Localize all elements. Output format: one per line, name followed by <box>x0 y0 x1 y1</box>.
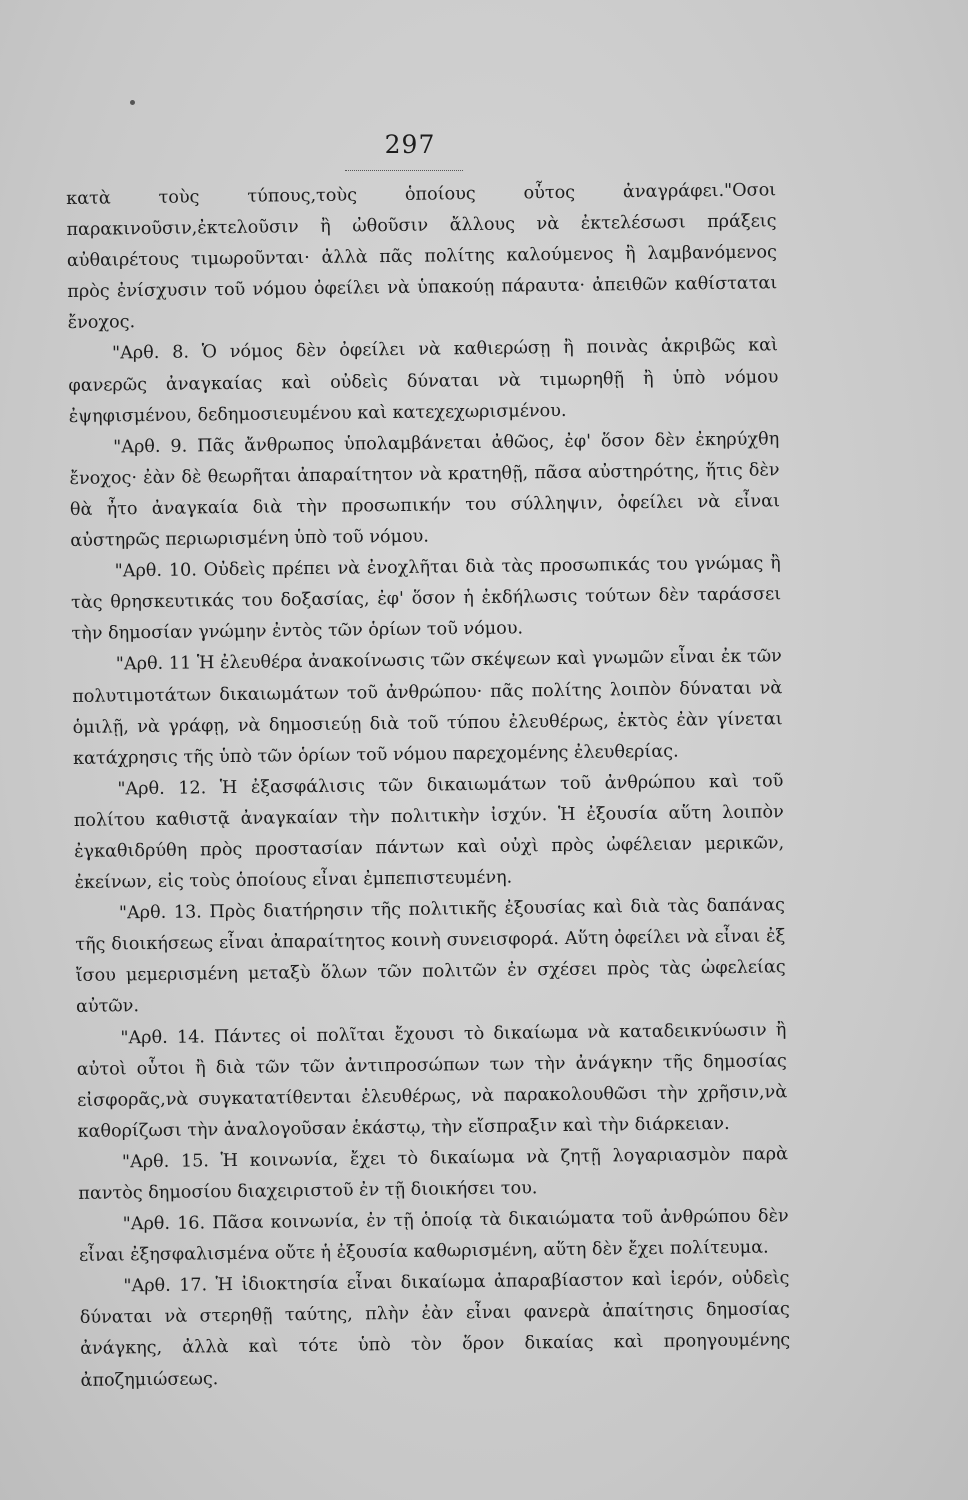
article-13: "Αρθ. 13. Πρὸς διατήρησιν τῆς πολιτικῆς ἐξουσίας καὶ διὰ τὰς δαπάνας τῆς διοικήσεως εἶναι ἀπαραίτητος κοινὴ συνεισφορά. Αὕτη ὀφείλει νὰ εἶναι ἐξ ἴσου μεμερισμένη μεταξὺ ὅλων τῶν πολιτῶν ἐν σχέσει πρὸς τὰς ὠφελείας αὐτῶν. <box>75 895 786 1018</box>
page-number: 297 <box>384 130 436 159</box>
body-text <box>66 175 791 1396</box>
paragraph-continuation: κατὰ τοὺς τύπους,τοὺς ὁποίους οὗτος ἀναγράφει."Οσοι παρακινοῦσιν,ἐκτελοῦσιν ἢ ὠθοῦσιν ἄλλους νὰ ἐκτελέσωσι πράξεις αὐθαιρέτους τιμωροῦνται· ἀλλὰ πᾶς πολίτης καλούμενος ἢ λαμβανόμενος πρὸς ἐνίσχυσιν τοῦ νόμου ὀφείλει νὰ ὑπακούῃ πάραυτα· ἀπειθῶν καθίσταται ἔνοχος. <box>66 180 778 334</box>
page-number-rule <box>345 170 463 171</box>
article-14: "Αρθ. 14. Πάντες οἱ πολῖται ἔχουσι τὸ δικαίωμα νὰ καταδεικνύωσιν ἢ αὐτοὶ οὗτοι ἢ διὰ τῶν τῶν ἀντιπροσώπων των τὴν ἀνάγκην τῆς δημοσίας εἰσφορᾶς,νὰ συγκατατίθενται ἐλευθέρως, νὰ παρακολουθῶσι τὴν χρῆσιν,νὰ καθορίζωσι τὴν ἀναλογοῦσαν ἑκάστῳ, τὴν εἴσπραξιν καὶ τὴν διάρκειαν. <box>76 1019 788 1142</box>
article-8: "Αρθ. 8. Ὁ νόμος δὲν ὀφείλει νὰ καθιερώσῃ ἢ ποινὰς ἀκριβῶς καὶ φανερῶς ἀναγκαίας καὶ οὐδεὶς δύναται νὰ τιμωρηθῇ ἢ ὑπὸ νόμου ἐψηφισμένου, δεδημοσιευμένου καὶ κατεχεχωρισμένου. <box>68 335 779 427</box>
article-15: "Αρθ. 15. Ἡ κοινωνία, ἔχει τὸ δικαίωμα νὰ ζητῇ λογαριασμὸν παρὰ παντὸς δημοσίου διαχειριστοῦ ἐν τῇ διοικήσει του. <box>78 1144 789 1204</box>
article-11: "Αρθ. 11 Ἡ ἐλευθέρα ἀνακοίνωσις τῶν σκέψεων καὶ γνωμῶν εἶναι ἐκ τῶν πολυτιμοτάτων δικαιωμάτων τοῦ ἀνθρώπου· πᾶς πολίτης λοιπὸν δύναται νὰ ὁμιλῇ, νὰ γράφῃ, νὰ δημοσιεύῃ διὰ τοῦ τύπου ἐλευθέρως, ἐκτὸς ἐὰν γίνεται κατάχρησις τῆς ὑπὸ τῶν ὁρίων τοῦ νόμου παρεχομένης ἐλευθερίας. <box>72 646 783 769</box>
article-17: "Αρθ. 17. Ἡ ἰδιοκτησία εἶναι δικαίωμα ἀπαραβίαστον καὶ ἱερόν, οὐδεὶς δύναται νὰ στερηθῇ ταύτης, πλὴν ἐὰν εἶναι φανερὰ ἀπαίτησις δημοσίας ἀνάγκης, ἀλλὰ καὶ τότε ὑπὸ τὸν ὅρον δικαίας καὶ προηγουμένης ἀποζημιώσεως. <box>79 1268 791 1391</box>
article-12: "Αρθ. 12. Ἡ ἐξασφάλισις τῶν δικαιωμάτων τοῦ ἀνθρώπου καὶ τοῦ πολίτου καθιστᾷ ἀναγκαίαν τὴν πολιτικὴν ἰσχύν. Ἡ ἐξουσία αὕτη λοιπὸν ἐγκαθιδρύθη πρὸς προστασίαν πάντων καὶ οὐχὶ πρὸς ὠφέλειαν μερικῶν, ἐκείνων, εἰς τοὺς ὁποίους εἶναι ἐμπεπιστευμένη. <box>73 771 785 894</box>
article-10: "Αρθ. 10. Οὐδεὶς πρέπει νὰ ἐνοχλῆται διὰ τὰς προσωπικάς του γνώμας ἢ τὰς θρησκευτικάς του δοξασίας, ἐφ' ὅσον ἡ ἐκδήλωσις τούτων δὲν ταράσσει τὴν δημοσίαν γνώμην ἐντὸς τῶν ὁρίων τοῦ νόμου. <box>70 553 782 645</box>
article-16: "Αρθ. 16. Πᾶσα κοινωνία, ἐν τῇ ὁποίᾳ τὰ δικαιώματα τοῦ ἀνθρώπου δὲν εἶναι ἐξησφαλισμένα οὔτε ἡ ἐξουσία καθωρισμένη, αὕτη δὲν ἔχει πολίτευμα. <box>78 1206 789 1267</box>
article-9: "Αρθ. 9. Πᾶς ἄνθρωπος ὑπολαμβάνεται ἀθῶος, ἐφ' ὅσον δὲν ἐκηρύχθη ἔνοχος· ἐὰν δὲ θεωρῆται ἀπαραίτητον νὰ κρατηθῇ, πᾶσα αὐστηρότης, ἥτις δὲν θὰ ἦτο ἀναγκαία διὰ τὴν προσωπικήν του σύλληψιν, ὀφείλει νὰ εἶναι αὐστηρῶς περιωρισμένη ὑπὸ τοῦ νόμου. <box>69 429 781 552</box>
ink-speck <box>130 100 135 105</box>
